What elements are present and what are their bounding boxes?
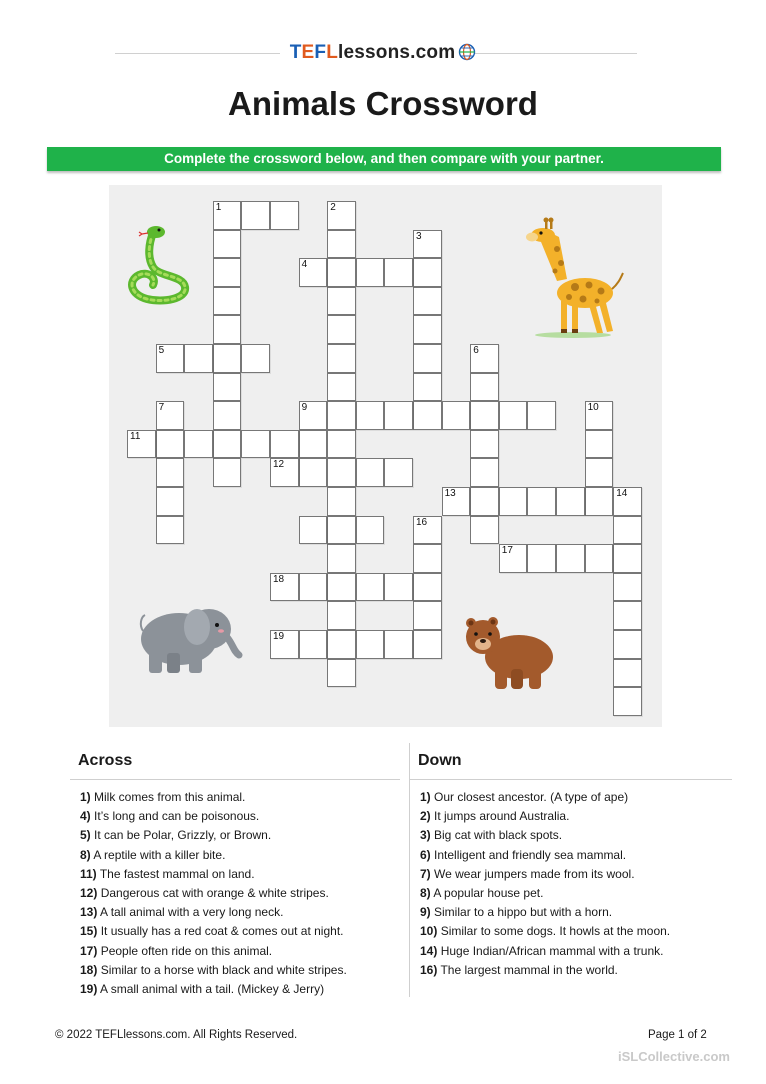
clue-number: 1) [420, 790, 431, 804]
crossword-cell[interactable] [413, 287, 442, 316]
clue-number-label: 5 [158, 345, 165, 356]
crossword-cell[interactable] [470, 516, 499, 545]
crossword-cell[interactable] [413, 315, 442, 344]
crossword-cell[interactable] [442, 401, 471, 430]
clue-number-label: 11 [130, 430, 141, 442]
site-logo: TEFLlessons.com [0, 42, 766, 67]
crossword-cell[interactable] [213, 373, 242, 402]
clue-number-label: 1 [215, 202, 222, 213]
crossword-cell[interactable] [413, 601, 442, 630]
crossword-cell[interactable] [356, 630, 385, 659]
down-clue [420, 884, 670, 903]
clue-number: 6) [420, 847, 431, 862]
crossword-cell[interactable] [470, 458, 499, 487]
crossword-cell[interactable] [327, 430, 356, 459]
clue-number: 12) [80, 886, 98, 901]
crossword-cell[interactable] [527, 487, 556, 516]
crossword-cell[interactable] [327, 401, 356, 430]
crossword-cell[interactable] [613, 516, 642, 545]
crossword-cell[interactable] [327, 373, 356, 402]
clue-number: 19) [80, 982, 98, 997]
crossword-cell[interactable] [613, 630, 642, 659]
crossword-cell[interactable] [585, 458, 614, 487]
clue-text: The largest mammal in the world. [440, 962, 618, 977]
clue-number: 15) [80, 924, 98, 939]
elephant-image [137, 595, 243, 679]
crossword-cell[interactable] [327, 230, 356, 259]
crossword-cell[interactable] [270, 630, 299, 659]
crossword-cell[interactable] [156, 458, 185, 487]
crossword-cell[interactable] [156, 344, 185, 373]
clue-number: 10) [420, 924, 438, 939]
crossword-cell[interactable] [184, 344, 213, 373]
clue-text: Similar to a horse with black and white stripes. [100, 962, 347, 977]
down-clue [420, 942, 670, 961]
crossword-cell[interactable] [241, 344, 270, 373]
clue-number: 8) [80, 847, 91, 862]
across-clue [80, 788, 347, 807]
crossword-cell[interactable] [499, 401, 528, 430]
crossword-cell[interactable] [585, 401, 614, 430]
crossword-cell[interactable] [213, 401, 242, 430]
across-rule [70, 779, 400, 780]
crossword-cell[interactable] [470, 401, 499, 430]
across-clue [80, 807, 347, 826]
clue-number: 5) [80, 828, 91, 843]
crossword-cell[interactable] [499, 487, 528, 516]
clue-number-label: 3 [416, 230, 422, 242]
crossword-cell[interactable] [270, 573, 299, 602]
crossword-cell[interactable] [213, 344, 242, 373]
across-clue [80, 961, 347, 980]
crossword-cell[interactable] [413, 230, 442, 259]
crossword-cell[interactable] [384, 573, 413, 602]
down-clue [420, 922, 670, 941]
clue-number-label: 13 [444, 488, 456, 499]
crossword-cell[interactable] [413, 630, 442, 659]
crossword-cell[interactable] [299, 401, 328, 430]
copyright-text: © 2022 TEFLlessons.com. All Rights Reserved. [55, 1029, 298, 1041]
crossword-cell[interactable] [613, 659, 642, 688]
clue-number-label: 16 [416, 516, 428, 528]
crossword-cell[interactable] [384, 401, 413, 430]
crossword-cell[interactable] [270, 201, 299, 230]
crossword-cell[interactable] [413, 573, 442, 602]
crossword-cell[interactable] [356, 573, 385, 602]
crossword-cell[interactable] [470, 430, 499, 459]
crossword-cell[interactable] [613, 573, 642, 602]
crossword-cell[interactable] [299, 516, 328, 545]
crossword-cell[interactable] [299, 258, 328, 287]
crossword-cell[interactable] [241, 430, 270, 459]
crossword-cell[interactable] [327, 287, 356, 316]
crossword-cell[interactable] [556, 487, 585, 516]
clue-number: 18) [80, 962, 98, 977]
clue-text: We wear jumpers made from its wool. [434, 866, 635, 881]
crossword-cell[interactable] [299, 458, 328, 487]
down-clue [420, 961, 670, 980]
crossword-cell[interactable] [299, 430, 328, 459]
clue-divider [409, 743, 410, 997]
across-clue [80, 903, 347, 922]
clue-text: Huge Indian/African mammal with a trunk. [440, 943, 664, 958]
crossword-cell[interactable] [470, 487, 499, 516]
clue-text: It usually has a red coat & comes out at night. [100, 924, 344, 939]
clue-number-label: 17 [501, 545, 513, 557]
crossword-cell[interactable] [299, 573, 328, 602]
clue-text: A tall animal with a very long neck. [100, 905, 284, 920]
crossword-cell[interactable] [613, 687, 642, 716]
crossword-cell[interactable] [556, 544, 585, 573]
crossword-cell[interactable] [213, 458, 242, 487]
clue-number-label: 4 [301, 259, 308, 271]
crossword-cell[interactable] [299, 630, 328, 659]
crossword-cell[interactable] [270, 458, 299, 487]
crossword-cell[interactable] [384, 258, 413, 287]
clue-text: Big cat with black spots. [434, 828, 563, 843]
crossword-cell[interactable] [156, 516, 185, 545]
clue-text: A reptile with a killer bite. [93, 847, 226, 862]
bear-image [461, 613, 557, 693]
clue-text: Milk comes from this animal. [94, 790, 246, 804]
crossword-cell[interactable] [241, 201, 270, 230]
crossword-cell[interactable] [213, 258, 242, 287]
crossword-cell[interactable] [499, 544, 528, 573]
crossword-cell[interactable] [327, 458, 356, 487]
clue-text: It jumps around Australia. [434, 809, 570, 824]
crossword-cell[interactable] [127, 430, 156, 459]
crossword-cell[interactable] [213, 430, 242, 459]
crossword-cell[interactable] [327, 487, 356, 516]
across-clue [80, 865, 347, 884]
crossword-cell[interactable] [327, 630, 356, 659]
crossword-cell[interactable] [213, 230, 242, 259]
across-clue [80, 942, 347, 961]
crossword-cell[interactable] [585, 544, 614, 573]
crossword-cell[interactable] [184, 430, 213, 459]
clue-number: 17) [80, 943, 98, 958]
crossword-cell[interactable] [156, 401, 185, 430]
crossword-cell[interactable] [585, 487, 614, 516]
crossword-cell[interactable] [327, 344, 356, 373]
crossword-cell[interactable] [413, 516, 442, 545]
clue-number-label: 12 [273, 459, 285, 471]
crossword-cell[interactable] [413, 373, 442, 402]
crossword-cell[interactable] [213, 287, 242, 316]
crossword-cell[interactable] [442, 487, 471, 516]
crossword-cell[interactable] [156, 430, 185, 459]
crossword-cell[interactable] [527, 401, 556, 430]
crossword-cell[interactable] [413, 258, 442, 287]
crossword-cell[interactable] [470, 344, 499, 373]
clue-number-label: 2 [330, 202, 336, 213]
clue-number-label: 7 [158, 402, 165, 414]
crossword-cell[interactable] [356, 258, 385, 287]
crossword-cell[interactable] [585, 430, 614, 459]
down-clue [420, 807, 670, 826]
crossword-cell[interactable] [213, 201, 242, 230]
down-clue [420, 788, 670, 807]
crossword-cell[interactable] [470, 373, 499, 402]
across-clue [80, 980, 347, 999]
down-heading: Down [418, 752, 462, 769]
across-heading: Across [78, 752, 133, 769]
clue-number-label: 14 [616, 488, 628, 499]
clue-number: 16) [420, 962, 438, 977]
across-clue [80, 826, 347, 845]
clue-number: 3) [420, 828, 431, 843]
clue-number: 4) [80, 809, 91, 824]
clue-number: 14) [420, 943, 438, 958]
clue-text: It can be Polar, Grizzly, or Brown. [94, 828, 272, 843]
down-clue [420, 865, 670, 884]
clue-number: 9) [420, 905, 431, 920]
crossword-cell[interactable] [613, 601, 642, 630]
clue-number-label: 9 [301, 402, 308, 414]
globe-icon [458, 43, 476, 67]
across-column [70, 743, 409, 997]
clue-number-label: 6 [473, 345, 479, 356]
crossword-cell[interactable] [213, 315, 242, 344]
crossword-cell[interactable] [327, 544, 356, 573]
crossword-board [109, 185, 662, 727]
crossword-cell[interactable] [527, 544, 556, 573]
clue-number: 13) [80, 905, 98, 920]
watermark: iSLCollective.com [618, 1049, 730, 1064]
down-column [410, 743, 732, 977]
clue-number: 2) [420, 809, 431, 824]
crossword-cell[interactable] [384, 458, 413, 487]
clue-text: Intelligent and friendly sea mammal. [434, 847, 627, 862]
crossword-cell[interactable] [327, 659, 356, 688]
clue-text: Similar to a hippo but with a horn. [434, 905, 613, 920]
clue-text: A small animal with a tail. (Mickey & Jerry) [100, 982, 325, 997]
across-clue [80, 884, 347, 903]
down-clue [420, 826, 670, 845]
crossword-cell[interactable] [327, 516, 356, 545]
crossword-cell[interactable] [327, 201, 356, 230]
across-clue [80, 846, 347, 865]
clue-number: 8) [420, 886, 431, 901]
down-clue [420, 846, 670, 865]
clue-number-label: 18 [273, 573, 285, 585]
clue-number-label: 10 [587, 402, 599, 414]
crossword-cell[interactable] [327, 315, 356, 344]
down-clue-list [420, 788, 670, 980]
crossword-cell[interactable] [356, 401, 385, 430]
clue-text: A popular house pet. [433, 886, 544, 901]
page-number: Page 1 of 2 [648, 1029, 707, 1041]
clue-number: 11) [80, 866, 97, 881]
clue-text: People often ride on this animal. [100, 943, 273, 958]
crossword-cell[interactable] [327, 573, 356, 602]
crossword-cell[interactable] [356, 458, 385, 487]
page-title: Animals Crossword [228, 85, 538, 122]
down-rule [410, 779, 732, 780]
clue-text: Dangerous cat with orange & white stripes. [100, 886, 329, 901]
crossword-cell[interactable] [156, 487, 185, 516]
crossword-cell[interactable] [356, 516, 385, 545]
down-clue [420, 903, 670, 922]
instruction-banner: Complete the crossword below, and then compare with your partner. [47, 147, 721, 171]
crossword-cell[interactable] [327, 258, 356, 287]
clue-text: It’s long and can be poisonous. [94, 809, 260, 824]
crossword-cell[interactable] [413, 401, 442, 430]
crossword-cell[interactable] [613, 487, 642, 516]
clue-text: The fastest mammal on land. [99, 866, 255, 881]
clue-text: Our closest ancestor. (A type of ape) [434, 790, 629, 804]
snake-image [123, 223, 195, 307]
clue-number: 7) [420, 866, 431, 881]
across-clue [80, 922, 347, 941]
crossword-cell[interactable] [384, 630, 413, 659]
crossword-cell[interactable] [613, 544, 642, 573]
crossword-cell[interactable] [270, 430, 299, 459]
clue-text: Similar to some dogs. It howls at the moon. [440, 924, 671, 939]
crossword-cell[interactable] [327, 601, 356, 630]
crossword-cell[interactable] [413, 344, 442, 373]
clues-section [70, 743, 732, 998]
clue-number: 1) [80, 790, 91, 804]
giraffe-image [517, 217, 627, 341]
clue-number-label: 19 [273, 631, 285, 642]
across-clue-list [80, 788, 347, 999]
crossword-cell[interactable] [413, 544, 442, 573]
